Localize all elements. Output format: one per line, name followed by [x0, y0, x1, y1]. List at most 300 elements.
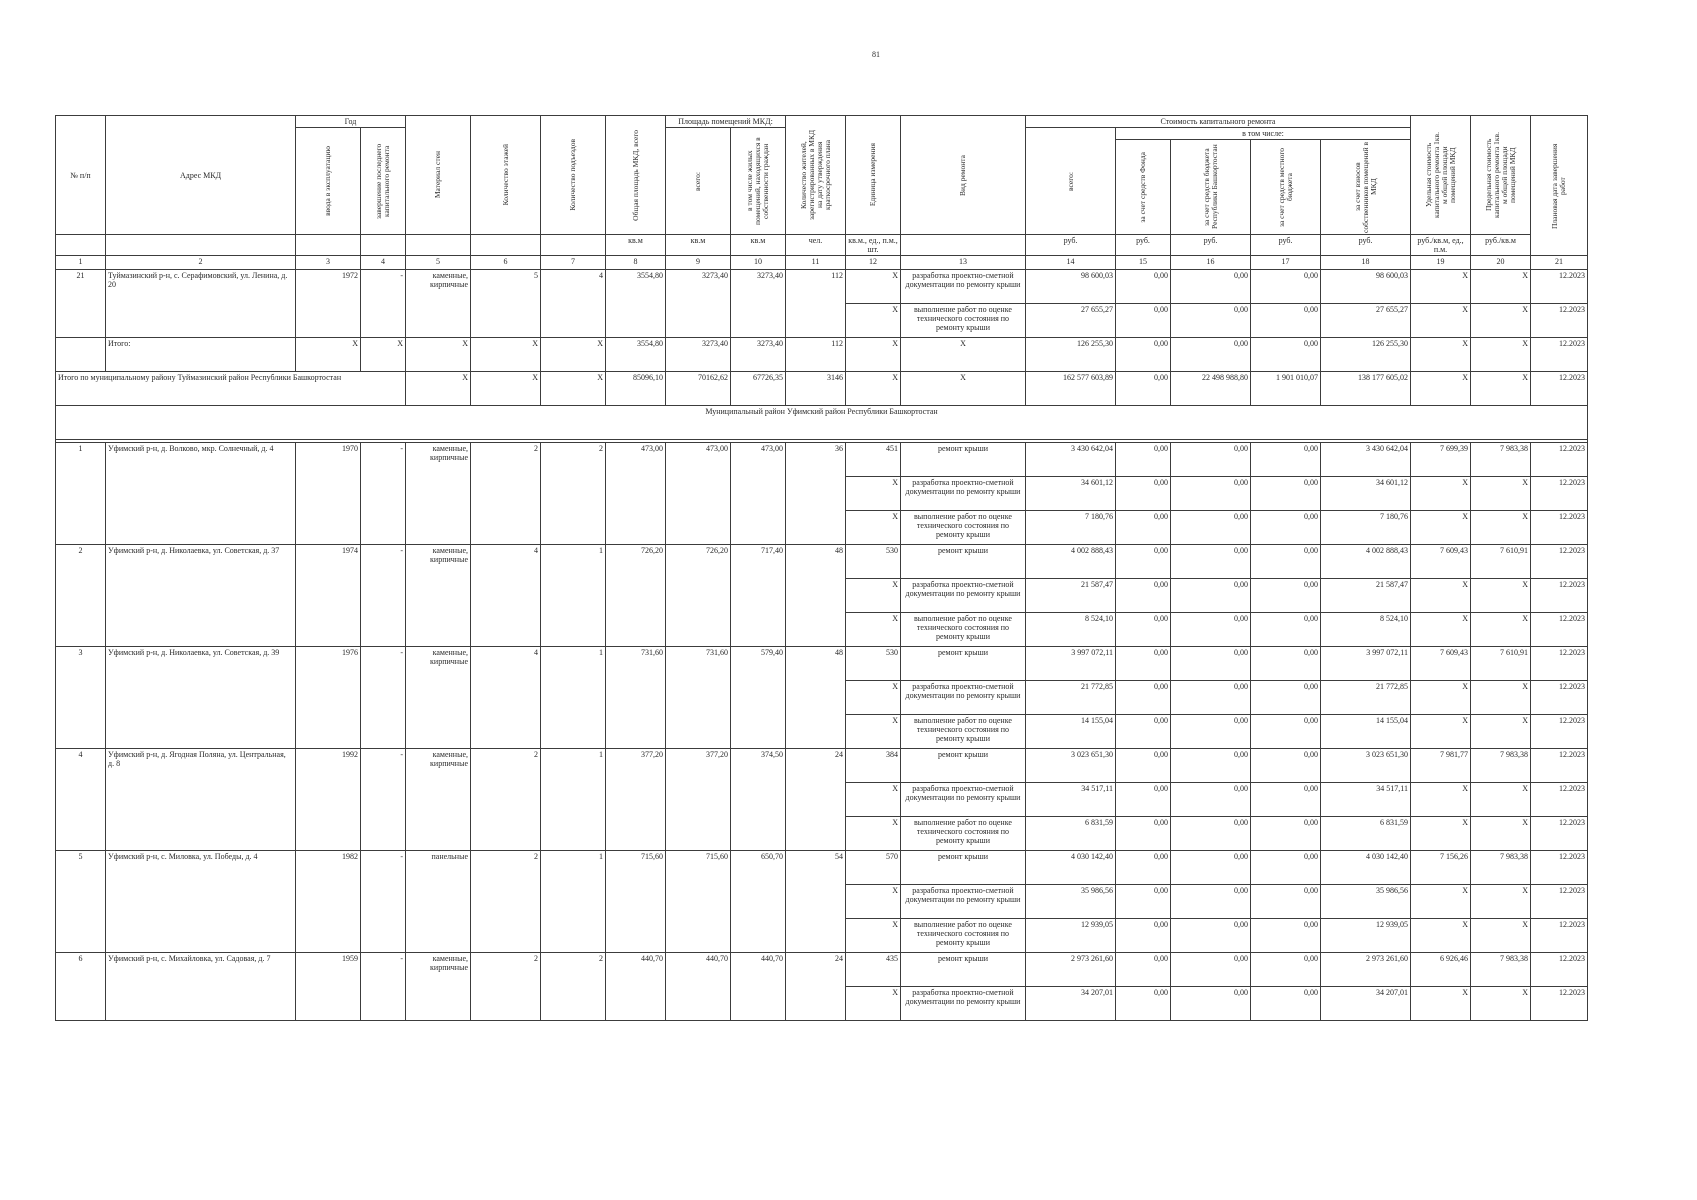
column-number-cell: 1	[56, 256, 106, 270]
subtotal-row	[56, 338, 1588, 372]
cost-owners-cell: 21 772,85	[1321, 681, 1411, 715]
district-total-row	[56, 372, 1588, 406]
cost-owners-cell: 3 430 642,04	[1321, 443, 1411, 477]
unit-cell: X	[846, 885, 901, 919]
floors-cell: 2	[471, 749, 541, 851]
cost-total-cell: 3 023 651,30	[1026, 749, 1116, 783]
cost-total-cell: 2 973 261,60	[1026, 953, 1116, 987]
plan-date-cell: 12.2023	[1531, 304, 1588, 338]
unit-cell: X	[846, 304, 901, 338]
unit-cost-cell: 7 981,77	[1411, 749, 1471, 783]
premises-total-cell: 3273,40	[666, 338, 731, 372]
cost-owners-cell: 27 655,27	[1321, 304, 1411, 338]
plan-date-cell: 12.2023	[1531, 545, 1588, 579]
premises-total-cell: 70162,62	[666, 372, 731, 406]
plan-date-cell: 12.2023	[1531, 817, 1588, 851]
unit-cell: 530	[846, 647, 901, 681]
address-cell: Уфимский р-н, д. Ягодная Поляна, ул. Центральная, д. 8	[106, 749, 296, 851]
cost-fund-cell: 0,00	[1116, 545, 1171, 579]
limit-cost-cell: X	[1471, 579, 1531, 613]
cost-total-cell: 162 577 603,89	[1026, 372, 1116, 406]
premises-total-cell: 731,60	[666, 647, 731, 749]
column-number-cell: 2	[106, 256, 296, 270]
entrances-cell: 2	[541, 953, 606, 1021]
unit-cell: X	[846, 681, 901, 715]
plan-date-cell: 12.2023	[1531, 372, 1588, 406]
entrances-cell: 1	[541, 545, 606, 647]
premises-residential-cell: 650,70	[731, 851, 786, 953]
cost-fund-cell: 0,00	[1116, 681, 1171, 715]
total-area-cell: 3554,80	[606, 270, 666, 338]
column-number-cell: 8	[606, 256, 666, 270]
header-limit-cost: Предельная стоимость капитального ремонта 1кв. м общей площади помещений МКД	[1471, 116, 1531, 235]
column-number-cell: 3	[296, 256, 361, 270]
limit-cost-cell: X	[1471, 885, 1531, 919]
total-area-cell: 715,60	[606, 851, 666, 953]
cost-local-cell: 0,00	[1251, 443, 1321, 477]
cost-republic-cell: 0,00	[1171, 715, 1251, 749]
unit-cell: 530	[846, 545, 901, 579]
wall-material-cell: панельные	[406, 851, 471, 953]
plan-date-cell: 12.2023	[1531, 953, 1588, 987]
plan-date-cell: 12.2023	[1531, 783, 1588, 817]
unit-cell: X	[846, 715, 901, 749]
cost-local-cell: 0,00	[1251, 304, 1321, 338]
cost-fund-cell: 0,00	[1116, 851, 1171, 885]
total-area-cell: 440,70	[606, 953, 666, 1021]
plan-date-cell: 12.2023	[1531, 987, 1588, 1021]
repair-type-cell: ремонт крыши	[901, 851, 1026, 885]
column-number-cell: 11	[786, 256, 846, 270]
cost-total-cell: 34 207,01	[1026, 987, 1116, 1021]
repair-type-cell: выполнение работ по оценке технического состояния по ремонту крыши	[901, 919, 1026, 953]
plan-date-cell: 12.2023	[1531, 749, 1588, 783]
limit-cost-cell: X	[1471, 987, 1531, 1021]
unit-cell: X	[846, 817, 901, 851]
cost-total-cell: 12 939,05	[1026, 919, 1116, 953]
wall-material-cell: каменные, кирпичные	[406, 270, 471, 338]
cost-republic-cell: 0,00	[1171, 477, 1251, 511]
plan-date-cell: 12.2023	[1531, 613, 1588, 647]
cost-fund-cell: 0,00	[1116, 338, 1171, 372]
cost-owners-cell: 34 207,01	[1321, 987, 1411, 1021]
cost-total-cell: 6 831,59	[1026, 817, 1116, 851]
cost-total-cell: 7 180,76	[1026, 511, 1116, 545]
limit-cost-cell: X	[1471, 681, 1531, 715]
unit-rub1: руб.	[1026, 235, 1116, 256]
repair-type-cell: выполнение работ по оценке технического состояния по ремонту крыши	[901, 304, 1026, 338]
premises-residential-cell: 473,00	[731, 443, 786, 545]
cost-owners-cell: 4 002 888,43	[1321, 545, 1411, 579]
unit-cost-cell: X	[1411, 477, 1471, 511]
premises-total-cell: 473,00	[666, 443, 731, 545]
floors-cell: X	[471, 338, 541, 372]
premises-residential-cell: 579,40	[731, 647, 786, 749]
wall-material-cell: каменные, кирпичные	[406, 545, 471, 647]
cost-owners-cell: 4 030 142,40	[1321, 851, 1411, 885]
plan-date-cell: 12.2023	[1531, 647, 1588, 681]
cost-local-cell: 0,00	[1251, 647, 1321, 681]
header-cost-republic: за счет средств бюджета Республики Башкортостан	[1171, 140, 1251, 235]
table-row	[56, 647, 1588, 681]
unit-rub3: руб.	[1171, 235, 1251, 256]
plan-date-cell: 12.2023	[1531, 511, 1588, 545]
plan-date-cell: 12.2023	[1531, 477, 1588, 511]
cost-owners-cell: 34 517,11	[1321, 783, 1411, 817]
cost-fund-cell: 0,00	[1116, 372, 1171, 406]
row-number-cell: 4	[56, 749, 106, 851]
address-cell: Уфимский р-н, д. Николаевка, ул. Советская, д. 39	[106, 647, 296, 749]
row-number-cell: 2	[56, 545, 106, 647]
unit-people: чел.	[786, 235, 846, 256]
cost-republic-cell: 0,00	[1171, 304, 1251, 338]
unit-cost-cell: X	[1411, 613, 1471, 647]
header-premises-residential: в том числе жилых помещений, находящихся в собственности граждан	[731, 128, 786, 235]
unit-cost-cell: X	[1411, 338, 1471, 372]
cost-owners-cell: 14 155,04	[1321, 715, 1411, 749]
floors-cell: 4	[471, 545, 541, 647]
cost-total-cell: 35 986,56	[1026, 885, 1116, 919]
unit-cost-cell: X	[1411, 270, 1471, 304]
unit-cell: X	[846, 338, 901, 372]
unit-limit-cost: руб./кв.м	[1471, 235, 1531, 256]
unit-cost-cell: X	[1411, 783, 1471, 817]
year-commission-cell: 1970	[296, 443, 361, 545]
repair-type-cell: выполнение работ по оценке технического состояния по ремонту крыши	[901, 613, 1026, 647]
header-cost-owners: за счет взносов собственников помещений в МКД	[1321, 140, 1411, 235]
unit-area3: кв.м	[731, 235, 786, 256]
cost-republic-cell: 22 498 988,80	[1171, 372, 1251, 406]
header-num: № п/п	[56, 116, 106, 235]
repair-type-cell: выполнение работ по оценке технического состояния по ремонту крыши	[901, 817, 1026, 851]
unit-area1: кв.м	[606, 235, 666, 256]
row-number-cell: 5	[56, 851, 106, 953]
premises-total-cell: 715,60	[666, 851, 731, 953]
cost-owners-cell: 98 600,03	[1321, 270, 1411, 304]
header-premises-group: Площадь помещений МКД:	[666, 116, 786, 128]
unit-cost-cell: X	[1411, 817, 1471, 851]
header-repair-type: Вид ремонта	[901, 116, 1026, 235]
address-cell: Туймазинский р-н, с. Серафимовский, ул. Ленина, д. 20	[106, 270, 296, 338]
capital-repair-table	[55, 115, 1588, 1021]
header-floors: Количество этажей	[471, 116, 541, 235]
column-number-cell: 6	[471, 256, 541, 270]
premises-residential-cell: 717,40	[731, 545, 786, 647]
unit-rub4: руб.	[1251, 235, 1321, 256]
unit-cell: X	[846, 783, 901, 817]
column-number-cell: 20	[1471, 256, 1531, 270]
section-title-row	[56, 406, 1588, 440]
unit-unit-cost: руб./кв.м, ед., п.м.	[1411, 235, 1471, 256]
premises-residential-cell: 374,50	[731, 749, 786, 851]
address-cell: Уфимский р-н, с. Миловка, ул. Победы, д. 4	[106, 851, 296, 953]
header-total-area: Общая площадь МКД, всего	[606, 116, 666, 235]
address-cell: Итого:	[106, 338, 296, 372]
cost-fund-cell: 0,00	[1116, 953, 1171, 987]
repair-type-cell: разработка проектно-сметной документации по ремонту крыши	[901, 987, 1026, 1021]
cost-total-cell: 34 517,11	[1026, 783, 1116, 817]
cost-total-cell: 21 772,85	[1026, 681, 1116, 715]
cost-fund-cell: 0,00	[1116, 613, 1171, 647]
limit-cost-cell: 7 983,38	[1471, 749, 1531, 783]
plan-date-cell: 12.2023	[1531, 338, 1588, 372]
total-area-cell: 85096,10	[606, 372, 666, 406]
unit-cost-cell: X	[1411, 681, 1471, 715]
cost-owners-cell: 34 601,12	[1321, 477, 1411, 511]
repair-type-cell: ремонт крыши	[901, 443, 1026, 477]
cost-owners-cell: 35 986,56	[1321, 885, 1411, 919]
unit-cost-cell: X	[1411, 919, 1471, 953]
cost-republic-cell: 0,00	[1171, 270, 1251, 304]
header-unit: Единица измерения	[846, 116, 901, 235]
cost-total-cell: 3 430 642,04	[1026, 443, 1116, 477]
cost-local-cell: 0,00	[1251, 953, 1321, 987]
cost-owners-cell: 2 973 261,60	[1321, 953, 1411, 987]
section-title: Муниципальный район Уфимский район Республики Башкортостан	[56, 406, 1588, 440]
cost-total-cell: 34 601,12	[1026, 477, 1116, 511]
entrances-cell: 1	[541, 749, 606, 851]
limit-cost-cell: X	[1471, 338, 1531, 372]
wall-material-cell: X	[406, 338, 471, 372]
year-last-repair-cell: -	[361, 851, 406, 953]
header-residents: Количество жителей, зарегистрированных в МКД на дату утверждения краткосрочного плана	[786, 116, 846, 235]
limit-cost-cell: 7 983,38	[1471, 953, 1531, 987]
column-number-cell: 7	[541, 256, 606, 270]
address-cell: Уфимский р-н, д. Волково, мкр. Солнечный, д. 4	[106, 443, 296, 545]
cost-total-cell: 4 002 888,43	[1026, 545, 1116, 579]
residents-cell: 54	[786, 851, 846, 953]
cost-republic-cell: 0,00	[1171, 443, 1251, 477]
cost-republic-cell: 0,00	[1171, 851, 1251, 885]
cost-republic-cell: 0,00	[1171, 613, 1251, 647]
unit-cost-cell: 7 156,26	[1411, 851, 1471, 885]
total-area-cell: 377,20	[606, 749, 666, 851]
wall-material-cell: каменные, кирпичные	[406, 953, 471, 1021]
cost-local-cell: 0,00	[1251, 545, 1321, 579]
cost-local-cell: 0,00	[1251, 715, 1321, 749]
unit-cell: X	[846, 987, 901, 1021]
unit-rub5: руб.	[1321, 235, 1411, 256]
floors-cell: 2	[471, 953, 541, 1021]
column-number-cell: 19	[1411, 256, 1471, 270]
premises-residential-cell: 3273,40	[731, 338, 786, 372]
unit-rub2: руб.	[1116, 235, 1171, 256]
floors-cell: 2	[471, 851, 541, 953]
cost-owners-cell: 21 587,47	[1321, 579, 1411, 613]
table-row	[56, 749, 1588, 783]
unit-cost-cell: X	[1411, 511, 1471, 545]
year-commission-cell: 1972	[296, 270, 361, 338]
plan-date-cell: 12.2023	[1531, 270, 1588, 304]
cost-fund-cell: 0,00	[1116, 817, 1171, 851]
repair-type-cell: разработка проектно-сметной документации по ремонту крыши	[901, 783, 1026, 817]
cost-fund-cell: 0,00	[1116, 304, 1171, 338]
header-year-commission: ввода в эксплуатацию	[296, 128, 361, 235]
cost-local-cell: 0,00	[1251, 338, 1321, 372]
repair-type-cell: ремонт крыши	[901, 953, 1026, 987]
premises-residential-cell: 3273,40	[731, 270, 786, 338]
cost-republic-cell: 0,00	[1171, 511, 1251, 545]
cost-fund-cell: 0,00	[1116, 511, 1171, 545]
plan-date-cell: 12.2023	[1531, 885, 1588, 919]
limit-cost-cell: X	[1471, 372, 1531, 406]
cost-fund-cell: 0,00	[1116, 715, 1171, 749]
cost-local-cell: 0,00	[1251, 681, 1321, 715]
floors-cell: 2	[471, 443, 541, 545]
header-incl: в том числе:	[1116, 128, 1411, 140]
entrances-cell: 1	[541, 851, 606, 953]
unit-cell: X	[846, 613, 901, 647]
plan-date-cell: 12.2023	[1531, 579, 1588, 613]
total-area-cell: 3554,80	[606, 338, 666, 372]
premises-residential-cell: 440,70	[731, 953, 786, 1021]
unit-cell: 384	[846, 749, 901, 783]
cost-republic-cell: 0,00	[1171, 953, 1251, 987]
cost-republic-cell: 0,00	[1171, 647, 1251, 681]
wall-material-cell: каменные, кирпичные	[406, 443, 471, 545]
repair-type-cell: выполнение работ по оценке технического состояния по ремонту крыши	[901, 715, 1026, 749]
column-number-cell: 18	[1321, 256, 1411, 270]
header-address: Адрес МКД	[106, 116, 296, 235]
limit-cost-cell: 7 983,38	[1471, 851, 1531, 885]
cost-owners-cell: 7 180,76	[1321, 511, 1411, 545]
header-wall-material: Материал стен	[406, 116, 471, 235]
repair-type-cell: разработка проектно-сметной документации по ремонту крыши	[901, 270, 1026, 304]
cost-republic-cell: 0,00	[1171, 987, 1251, 1021]
repair-type-cell: разработка проектно-сметной документации по ремонту крыши	[901, 579, 1026, 613]
year-last-repair-cell: -	[361, 545, 406, 647]
row-number-cell: 1	[56, 443, 106, 545]
repair-type-cell: X	[901, 372, 1026, 406]
wall-material-cell: каменные, кирпичные	[406, 749, 471, 851]
cost-republic-cell: 0,00	[1171, 681, 1251, 715]
residents-cell: 48	[786, 545, 846, 647]
unit-cell: X	[846, 477, 901, 511]
cost-total-cell: 8 524,10	[1026, 613, 1116, 647]
unit-cell: 435	[846, 953, 901, 987]
column-number-cell: 17	[1251, 256, 1321, 270]
header-cost-total: всего:	[1026, 128, 1116, 235]
column-number-cell: 5	[406, 256, 471, 270]
column-number-cell: 9	[666, 256, 731, 270]
limit-cost-cell: X	[1471, 304, 1531, 338]
repair-type-cell: ремонт крыши	[901, 647, 1026, 681]
limit-cost-cell: X	[1471, 270, 1531, 304]
header-premises-total: всего:	[666, 128, 731, 235]
limit-cost-cell: 7 610,91	[1471, 545, 1531, 579]
year-last-repair-cell: -	[361, 647, 406, 749]
header-cost-fund: за счет средств Фонда	[1116, 140, 1171, 235]
cost-local-cell: 0,00	[1251, 270, 1321, 304]
unit-area2: кв.м	[666, 235, 731, 256]
year-commission-cell: 1976	[296, 647, 361, 749]
district-total-label: Итого по муниципальному району Туймазинский район Республики Башкортостан	[56, 372, 406, 406]
unit-cost-cell: X	[1411, 372, 1471, 406]
cost-local-cell: 0,00	[1251, 613, 1321, 647]
table-row	[56, 545, 1588, 579]
year-last-repair-cell: X	[361, 338, 406, 372]
limit-cost-cell: 7 610,91	[1471, 647, 1531, 681]
cost-republic-cell: 0,00	[1171, 885, 1251, 919]
repair-type-cell: разработка проектно-сметной документации по ремонту крыши	[901, 681, 1026, 715]
cost-owners-cell: 8 524,10	[1321, 613, 1411, 647]
repair-type-cell: разработка проектно-сметной документации по ремонту крыши	[901, 885, 1026, 919]
cost-fund-cell: 0,00	[1116, 270, 1171, 304]
column-number-cell: 10	[731, 256, 786, 270]
cost-republic-cell: 0,00	[1171, 783, 1251, 817]
unit-cost-cell: 6 926,46	[1411, 953, 1471, 987]
residents-cell: 36	[786, 443, 846, 545]
table-row	[56, 851, 1588, 885]
entrances-cell: X	[541, 338, 606, 372]
floors-cell: 4	[471, 647, 541, 749]
unit-cost-cell: X	[1411, 715, 1471, 749]
cost-local-cell: 0,00	[1251, 817, 1321, 851]
column-number-cell: 4	[361, 256, 406, 270]
cost-fund-cell: 0,00	[1116, 749, 1171, 783]
row-number-cell: 3	[56, 647, 106, 749]
table-row	[56, 953, 1588, 987]
column-number-cell: 12	[846, 256, 901, 270]
unit-cost-cell: 7 609,43	[1411, 647, 1471, 681]
limit-cost-cell: X	[1471, 919, 1531, 953]
residents-cell: 48	[786, 647, 846, 749]
header-plan-date: Плановая дата завершения работ	[1531, 116, 1588, 256]
plan-date-cell: 12.2023	[1531, 443, 1588, 477]
cost-republic-cell: 0,00	[1171, 749, 1251, 783]
row-number-cell: 21	[56, 270, 106, 338]
cost-total-cell: 98 600,03	[1026, 270, 1116, 304]
unit-cost-cell: 7 609,43	[1411, 545, 1471, 579]
table-row	[56, 443, 1588, 477]
cost-republic-cell: 0,00	[1171, 919, 1251, 953]
cost-total-cell: 3 997 072,11	[1026, 647, 1116, 681]
residents-cell: 3146	[786, 372, 846, 406]
unit-cell: X	[846, 270, 901, 304]
limit-cost-cell: X	[1471, 715, 1531, 749]
year-commission-cell: 1974	[296, 545, 361, 647]
unit-cell: X	[846, 372, 901, 406]
year-last-repair-cell: -	[361, 443, 406, 545]
cost-local-cell: 0,00	[1251, 885, 1321, 919]
residents-cell: 24	[786, 953, 846, 1021]
header-cost-local: за счет средств местного бюджета	[1251, 140, 1321, 235]
cost-local-cell: 0,00	[1251, 987, 1321, 1021]
cost-owners-cell: 3 997 072,11	[1321, 647, 1411, 681]
table-body	[56, 116, 1588, 1021]
column-number-cell: 14	[1026, 256, 1116, 270]
cost-local-cell: 0,00	[1251, 783, 1321, 817]
cost-fund-cell: 0,00	[1116, 919, 1171, 953]
floors-cell: 5	[471, 270, 541, 338]
cost-total-cell: 14 155,04	[1026, 715, 1116, 749]
unit-cost-cell: X	[1411, 304, 1471, 338]
cost-fund-cell: 0,00	[1116, 443, 1171, 477]
plan-date-cell: 12.2023	[1531, 851, 1588, 885]
wall-material-cell: X	[406, 372, 471, 406]
unit-cell: 570	[846, 851, 901, 885]
cost-fund-cell: 0,00	[1116, 579, 1171, 613]
cost-republic-cell: 0,00	[1171, 338, 1251, 372]
limit-cost-cell: X	[1471, 783, 1531, 817]
cost-owners-cell: 138 177 605,02	[1321, 372, 1411, 406]
entrances-cell: X	[541, 372, 606, 406]
total-area-cell: 473,00	[606, 443, 666, 545]
column-number-row	[56, 256, 1588, 270]
entrances-cell: 2	[541, 443, 606, 545]
cost-local-cell: 0,00	[1251, 579, 1321, 613]
total-area-cell: 726,20	[606, 545, 666, 647]
